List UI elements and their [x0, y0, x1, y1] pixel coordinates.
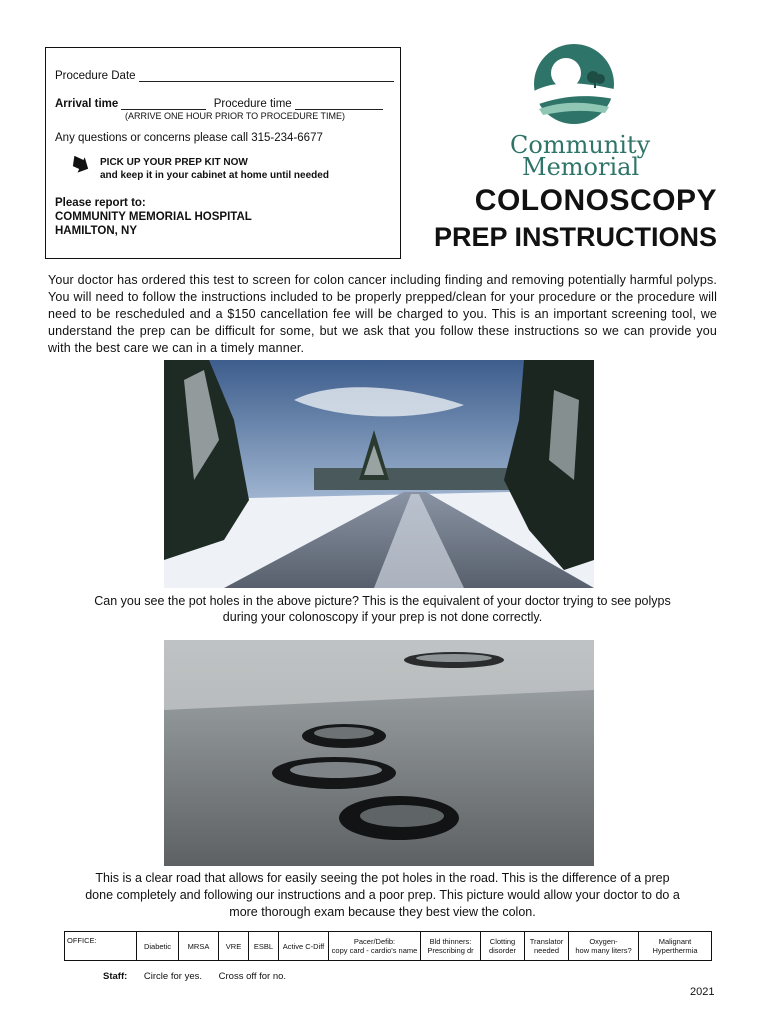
questions-text: Any questions or concerns please call 315-234-6677 [55, 132, 323, 144]
snowy-road-photo [164, 360, 594, 588]
procedure-date-row [55, 70, 394, 82]
pacer-defib-label: Pacer/Defib: [353, 937, 396, 946]
malignant-sub: Hyperthermia [652, 946, 698, 955]
procedure-time-label: Procedure time [213, 98, 292, 110]
pacer-defib-sub: copy card - cardio's name [331, 946, 418, 955]
arrival-time-row [55, 98, 383, 110]
vre-cell[interactable]: VRE [219, 932, 249, 961]
caption-snowy-road-line1: Can you see the pot holes in the above picture? This is the equivalent of your doctor trying to see polyps [94, 594, 671, 608]
office-cell: OFFICE: [65, 932, 137, 961]
logo-word-community: Community [510, 131, 651, 159]
blood-thinners-label: Bld thinners: [429, 937, 472, 946]
translator-sub: needed [533, 946, 560, 955]
malignant-hyperthermia-cell[interactable] [639, 932, 712, 961]
arrival-time-label: Arrival time [55, 98, 119, 110]
staff-instructions [103, 971, 286, 982]
procedure-info-box [45, 47, 401, 259]
document-year: 2021 [690, 986, 715, 998]
mrsa-cell[interactable]: MRSA [179, 932, 219, 961]
arrow-pointer-icon [70, 156, 90, 174]
pothole-road-photo [164, 640, 594, 866]
clotting-sub: disorder [488, 946, 517, 955]
procedure-time-field[interactable] [295, 98, 383, 110]
office-checklist-table [64, 931, 712, 961]
kit-line2: and keep it in your cabinet at home until needed [100, 170, 329, 181]
intro-paragraph: Your doctor has ordered this test to screen for colon cancer including finding and removing potentially harmful polyps. You will need to follow the instructions included to be properly prepped/clean for your procedure or the procedure will need to be rescheduled and a $150 cancellation fee will be charged to you. This is an important screening tool, we understand the prep can be difficult for some, but we ask that you follow these instructions so we can provide you with the best care we can in a timely manner. [48, 273, 717, 355]
kit-line1: PICK UP YOUR PREP KIT NOW [100, 157, 248, 168]
logo-word-memorial: Memorial [522, 153, 640, 181]
procedure-date-field[interactable] [139, 70, 394, 82]
malignant-label: Malignant [658, 937, 692, 946]
blood-thinners-cell[interactable] [421, 932, 481, 961]
diabetic-cell[interactable]: Diabetic [137, 932, 179, 961]
esbl-cell[interactable]: ESBL [249, 932, 279, 961]
hospital-city: HAMILTON, NY [55, 225, 137, 237]
procedure-date-label: Procedure Date [55, 70, 136, 82]
blood-thinners-sub: Prescribing dr [427, 946, 474, 955]
page-subtitle: PREP INSTRUCTIONS [433, 222, 717, 252]
community-memorial-logo-icon [533, 43, 615, 125]
translator-label: Translator [529, 937, 564, 946]
caption-pothole-road-line2: done completely and following our instructions and a poor prep. This picture would allow your doctor to do a [85, 888, 680, 902]
staff-cross-text: Cross off for no. [218, 971, 287, 982]
hospital-name: COMMUNITY MEMORIAL HOSPITAL [55, 211, 252, 223]
caption-pothole-road-line3: more thorough exam because they best view the colon. [229, 905, 536, 919]
arrive-note: (ARRIVE ONE HOUR PRIOR TO PROCEDURE TIME) [125, 111, 346, 121]
caption-pothole-road [48, 870, 717, 921]
caption-snowy-road-line2: during your colonoscopy if your prep is not done correctly. [222, 610, 543, 624]
arrival-time-field[interactable] [121, 98, 206, 110]
oxygen-cell[interactable] [569, 932, 639, 961]
report-to-label: Please report to: [55, 197, 146, 209]
caption-pothole-road-line1: This is a clear road that allows for easily seeing the pot holes in the road. This is the difference of a prep [95, 871, 670, 885]
pacer-defib-cell[interactable] [329, 932, 421, 961]
staff-circle-text: Circle for yes. [143, 971, 202, 982]
active-cdiff-cell[interactable]: Active C-Diff [279, 932, 329, 961]
clotting-label: Clotting [489, 937, 516, 946]
office-table-row [65, 932, 712, 961]
staff-label: Staff: [103, 971, 128, 982]
page-title: COLONOSCOPY [474, 184, 717, 217]
oxygen-sub: how many liters? [575, 946, 632, 955]
clotting-disorder-cell[interactable] [481, 932, 525, 961]
caption-snowy-road [48, 593, 717, 625]
translator-cell[interactable] [525, 932, 569, 961]
oxygen-label: Oxygen- [589, 937, 618, 946]
